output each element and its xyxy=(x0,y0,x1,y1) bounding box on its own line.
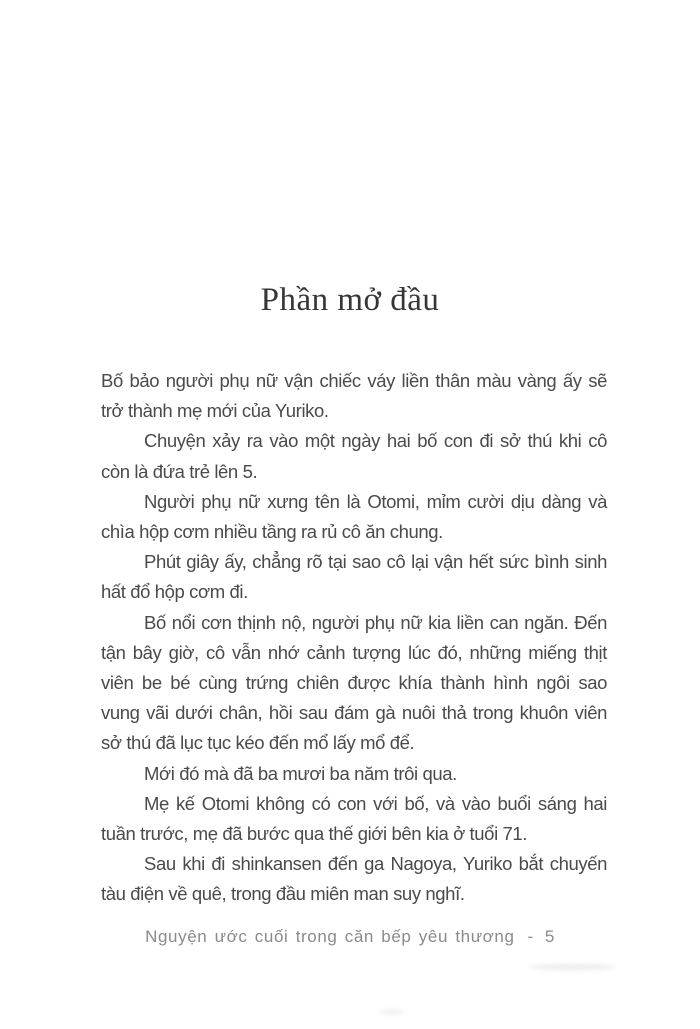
footer-book-title: Nguyện ước cuối trong căn bếp yêu thương xyxy=(145,927,515,946)
paragraph: Phút giây ấy, chẳng rõ tại sao cô lại vận hết sức bình sinh hất đổ hộp cơm đi. xyxy=(101,551,607,603)
paragraph: Mẹ kế Otomi không có con với bố, và vào buổi sáng hai tuần trước, mẹ đã bước qua thế giới bên kia ở tuổi 71. xyxy=(101,792,607,845)
paragraph: Người phụ nữ xưng tên là Otomi, mỉm cười dịu dàng và chìa hộp cơm nhiều tầng ra rủ cô ăn chung. xyxy=(101,490,607,543)
footer-separator: - xyxy=(527,927,534,946)
scan-smudge xyxy=(378,1010,404,1014)
footer-page-number: 5 xyxy=(544,927,555,946)
paragraph: Mới đó mà đã ba mươi ba năm trôi qua. xyxy=(144,762,457,784)
page-footer xyxy=(0,927,700,947)
chapter-heading: Phần mở đầu xyxy=(260,282,440,318)
body-text xyxy=(101,366,607,910)
scan-smudge xyxy=(530,964,616,970)
paragraph: Chuyện xảy ra vào một ngày hai bố con đi sở thú khi cô còn là đứa trẻ lên 5. xyxy=(101,430,607,482)
paragraph: Bố bảo người phụ nữ vận chiếc váy liền thân màu vàng ấy sẽ trở thành mẹ mới của Yuriko. xyxy=(101,370,607,422)
paragraph: Bố nổi cơn thịnh nộ, người phụ nữ kia liền can ngăn. Đến tận bây giờ, cô vẫn nhớ cảnh tượng lúc đó, những miếng thịt viên be bé cùng trứng chiên được khía thành hình ngôi sao vung vãi dưới chân, hồi sau đám gà nuôi thả trong khuôn viên sở thú đã lục tục kéo đến mổ lấy mổ để. xyxy=(101,611,607,754)
paragraph: Sau khi đi shinkansen đến ga Nagoya, Yuriko bắt chuyến tàu điện về quê, trong đầu miên man suy nghĩ. xyxy=(101,853,607,905)
